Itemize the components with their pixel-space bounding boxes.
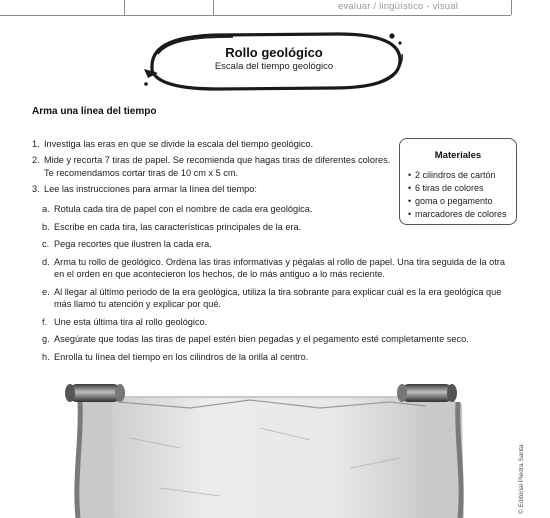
substep-letter: h. bbox=[42, 351, 50, 362]
material-item bbox=[408, 169, 507, 182]
substep-letter: b. bbox=[42, 221, 50, 232]
substep-item bbox=[42, 333, 512, 346]
step-item bbox=[32, 138, 402, 151]
activity-title: Rollo geológico bbox=[225, 45, 323, 60]
substep-letter: d. bbox=[42, 256, 50, 267]
substep-text: Arma tu rollo de geológico. Ordena las tiras informativas y pégalas al rollo de papel. Una tira seguida de la otra en el orden en que acontecieron los hechos, de lo más antiguo a lo más reciente. bbox=[54, 256, 505, 279]
substep-item bbox=[42, 256, 512, 281]
substep-text: Enrolla tu línea del tiempo en los cilindros de la orilla al centro. bbox=[54, 351, 309, 362]
substep-letter: c. bbox=[42, 239, 50, 249]
bullet-icon: • bbox=[408, 183, 412, 193]
copyright-credit: © Editorial Piedra Santa bbox=[518, 444, 525, 514]
material-item bbox=[408, 208, 507, 221]
step-item bbox=[32, 154, 402, 180]
materials-list bbox=[408, 169, 507, 221]
materials-box bbox=[399, 138, 517, 225]
activity-subtitle: Escala del tiempo geológico bbox=[214, 61, 334, 72]
material-item bbox=[408, 182, 507, 195]
substep-text: Escribe en cada tira, las características principales de la era. bbox=[54, 221, 302, 232]
step-item bbox=[32, 183, 402, 196]
header-divider bbox=[511, 0, 512, 15]
parchment-scroll-illustration bbox=[60, 378, 480, 518]
header-divider bbox=[213, 0, 214, 15]
substep-letter: g. bbox=[42, 334, 50, 344]
skills-label: evaluar / lingüístico - visual bbox=[338, 1, 459, 12]
bullet-icon: • bbox=[408, 196, 412, 206]
section-heading: Arma una línea del tiempo bbox=[32, 106, 157, 117]
step-number: 1. bbox=[32, 139, 40, 149]
substep-text: Pega recortes que ilustren la cada era. bbox=[54, 239, 212, 249]
substep-text: Asegúrate que todas las tiras de papel estén bien pegadas y el pegamento esté completamente seco. bbox=[54, 334, 469, 344]
substep-letter: f. bbox=[42, 316, 48, 327]
steps-list bbox=[32, 138, 402, 199]
materials-title: Materiales bbox=[434, 150, 482, 161]
bullet-icon: • bbox=[408, 170, 412, 180]
substep-item bbox=[42, 238, 512, 251]
substep-text: Une esta última tira al rollo geológico. bbox=[54, 316, 208, 327]
step-text: Investiga las eras en que se divide la escala del tiempo geológico. bbox=[44, 139, 314, 149]
substep-item bbox=[42, 351, 512, 364]
step-number: 3. bbox=[32, 184, 40, 194]
step-text: Mide y recorta 7 tiras de papel. Se recomienda que hagas tiras de diferentes colores. Te recomendamos cortar tiras de 10 cm x 5 cm. bbox=[44, 155, 391, 178]
substep-text: Al llegar al último periodo de la era geológica, utiliza la tira sobrante para explicar cuál es la era geológica que más llamó tu atención y explicar por qué. bbox=[54, 286, 502, 309]
header-divider bbox=[124, 0, 125, 15]
substep-item bbox=[42, 316, 512, 329]
material-text: 2 cilindros de cartón bbox=[415, 170, 496, 180]
substep-letter: a. bbox=[42, 204, 50, 214]
substeps-list bbox=[42, 203, 512, 368]
step-text: Lee las instrucciones para armar la línea del tiempo: bbox=[44, 184, 257, 194]
material-text: goma o pegamento bbox=[415, 196, 493, 206]
bullet-icon: • bbox=[408, 209, 412, 219]
material-item bbox=[408, 195, 507, 208]
substep-text: Rotula cada tira de papel con el nombre de cada era geológica. bbox=[54, 204, 313, 214]
header-rule bbox=[0, 15, 511, 16]
material-text: 6 tiras de colores bbox=[415, 183, 484, 193]
substep-item bbox=[42, 286, 512, 311]
step-number: 2. bbox=[32, 155, 40, 165]
substep-letter: e. bbox=[42, 286, 50, 297]
material-text: marcadores de colores bbox=[415, 209, 507, 219]
